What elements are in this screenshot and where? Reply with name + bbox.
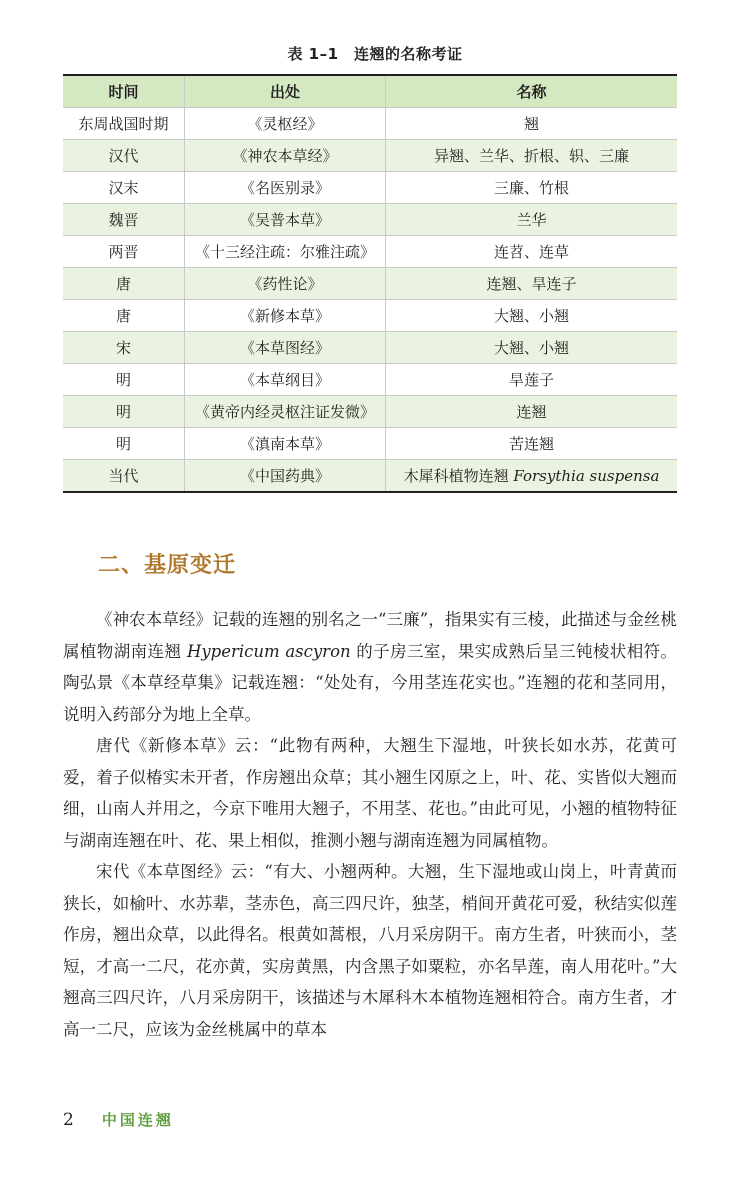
name-cell (386, 204, 678, 236)
section-heading: 二、基原变迁 (98, 552, 237, 578)
header-name: 名称 (386, 75, 678, 108)
latin-name: Forsythia suspensa (513, 467, 660, 485)
period-cell: 汉末 (63, 172, 185, 204)
source-cell: 《本草纲目》 (185, 364, 386, 396)
table-row (63, 140, 677, 172)
name-cell (386, 236, 678, 268)
source-cell: 《名医别录》 (185, 172, 386, 204)
paragraph-text: 唐代《新修本草》云：“此物有两种，大翘生下湿地，叶狭长如水苏，花黄可爱，着子似椿实未开者，作房翘出众草；其小翘生冈原之上，叶、花、实皆似大翘而细，山南人并用之，今京下唯用大翘子，不用茎、花也。”由此可见，小翘的植物特征与湖南连翘在叶、花、果上相似，推测小翘与湖南连翘为同属植物。 (63, 736, 677, 850)
name-cell (386, 300, 678, 332)
source-cell: 《中国药典》 (185, 460, 386, 493)
period-cell: 唐 (63, 268, 185, 300)
name-text: 连翘 (516, 403, 547, 421)
source-cell: 《灵枢经》 (185, 108, 386, 140)
period-cell: 两晋 (63, 236, 185, 268)
table-row (63, 332, 677, 364)
name-text: 苦连翘 (508, 435, 554, 453)
name-cell (386, 428, 678, 460)
source-cell: 《吴普本草》 (185, 204, 386, 236)
name-text: 三廉、竹根 (493, 179, 569, 197)
table-row (63, 364, 677, 396)
paragraph-text: 《神农本草经》记载的连翘的别名之一“三廉”，指果实有三棱，此描述与金丝桃属植物湖南连翘 (63, 610, 677, 661)
header-period: 时间 (63, 75, 185, 108)
name-cell (386, 268, 678, 300)
period-cell: 明 (63, 428, 185, 460)
page-footer (63, 1109, 174, 1130)
source-cell: 《新修本草》 (185, 300, 386, 332)
book-title: 中国连翘 (101, 1111, 174, 1129)
name-text: 连苕、连草 (493, 243, 569, 261)
period-cell: 宋 (63, 332, 185, 364)
source-cell: 《药性论》 (185, 268, 386, 300)
name-cell (386, 108, 678, 140)
source-cell: 《黄帝内经灵枢注证发微》 (185, 396, 386, 428)
name-cell (386, 332, 678, 364)
source-cell: 《本草图经》 (185, 332, 386, 364)
period-cell: 汉代 (63, 140, 185, 172)
paragraph-text: 宋代《本草图经》云：“有大、小翘两种。大翘，生下湿地或山岗上，叶青黄而狭长，如榆叶、水苏辈，茎赤色，高三四尺许，独茎，梢间开黄花可爱，秋结实似莲作房，翘出众草，以此得名。根黄如蒿根，八月采房阴干。南方生者，叶狭而小，茎短，才高一二尺，花亦黄，实房黄黑，内含黑子如粟粒，亦名旱莲，南人用花叶。”大翘高三四尺许，八月采房阴干，该描述与木犀科木本植物连翘相符合。南方生者，才高一二尺，应该为金丝桃属中的草本 (63, 862, 677, 1039)
page-number: 2 (63, 1110, 74, 1130)
name-cell (386, 364, 678, 396)
name-text: 木犀科植物连翘 (403, 467, 514, 485)
period-cell: 东周战国时期 (63, 108, 185, 140)
paragraph (63, 730, 677, 856)
name-cell (386, 460, 678, 493)
name-text: 连翘、旱连子 (486, 275, 577, 293)
table-row (63, 460, 677, 493)
body-text (63, 604, 677, 1045)
latin-name: Hypericum ascyron (186, 641, 351, 661)
table-row (63, 300, 677, 332)
name-text: 翘 (523, 115, 539, 133)
table-row (63, 396, 677, 428)
name-cell (386, 172, 678, 204)
period-cell: 明 (63, 396, 185, 428)
period-cell: 魏晋 (63, 204, 185, 236)
name-text: 异翘、兰华、折根、轵、三廉 (433, 147, 629, 165)
table-row (63, 236, 677, 268)
table-header-row (63, 75, 677, 108)
table-row (63, 204, 677, 236)
table-row (63, 268, 677, 300)
name-text: 兰华 (516, 211, 547, 229)
name-text: 大翘、小翘 (493, 307, 569, 325)
name-verification-table (63, 74, 677, 493)
period-cell: 唐 (63, 300, 185, 332)
period-cell: 当代 (63, 460, 185, 493)
table-row (63, 172, 677, 204)
source-cell: 《滇南本草》 (185, 428, 386, 460)
table-row (63, 428, 677, 460)
table-row (63, 108, 677, 140)
paragraph (63, 856, 677, 1045)
name-text: 大翘、小翘 (493, 339, 569, 357)
source-cell: 《十三经注疏：尔雅注疏》 (185, 236, 386, 268)
table-caption: 表 1–1 连翘的名称考证 (287, 45, 463, 63)
name-cell (386, 140, 678, 172)
name-text: 旱莲子 (508, 371, 554, 389)
name-cell (386, 396, 678, 428)
header-source: 出处 (185, 75, 386, 108)
paragraph-text: 的子房三室，果实成熟后呈三钝棱状相符。陶弘景《本草经草集》记载连翘：“处处有，今用茎连花实也。”连翘的花和茎同用，说明入药部分为地上全草。 (63, 641, 677, 724)
source-cell: 《神农本草经》 (185, 140, 386, 172)
period-cell: 明 (63, 364, 185, 396)
paragraph (63, 604, 677, 730)
